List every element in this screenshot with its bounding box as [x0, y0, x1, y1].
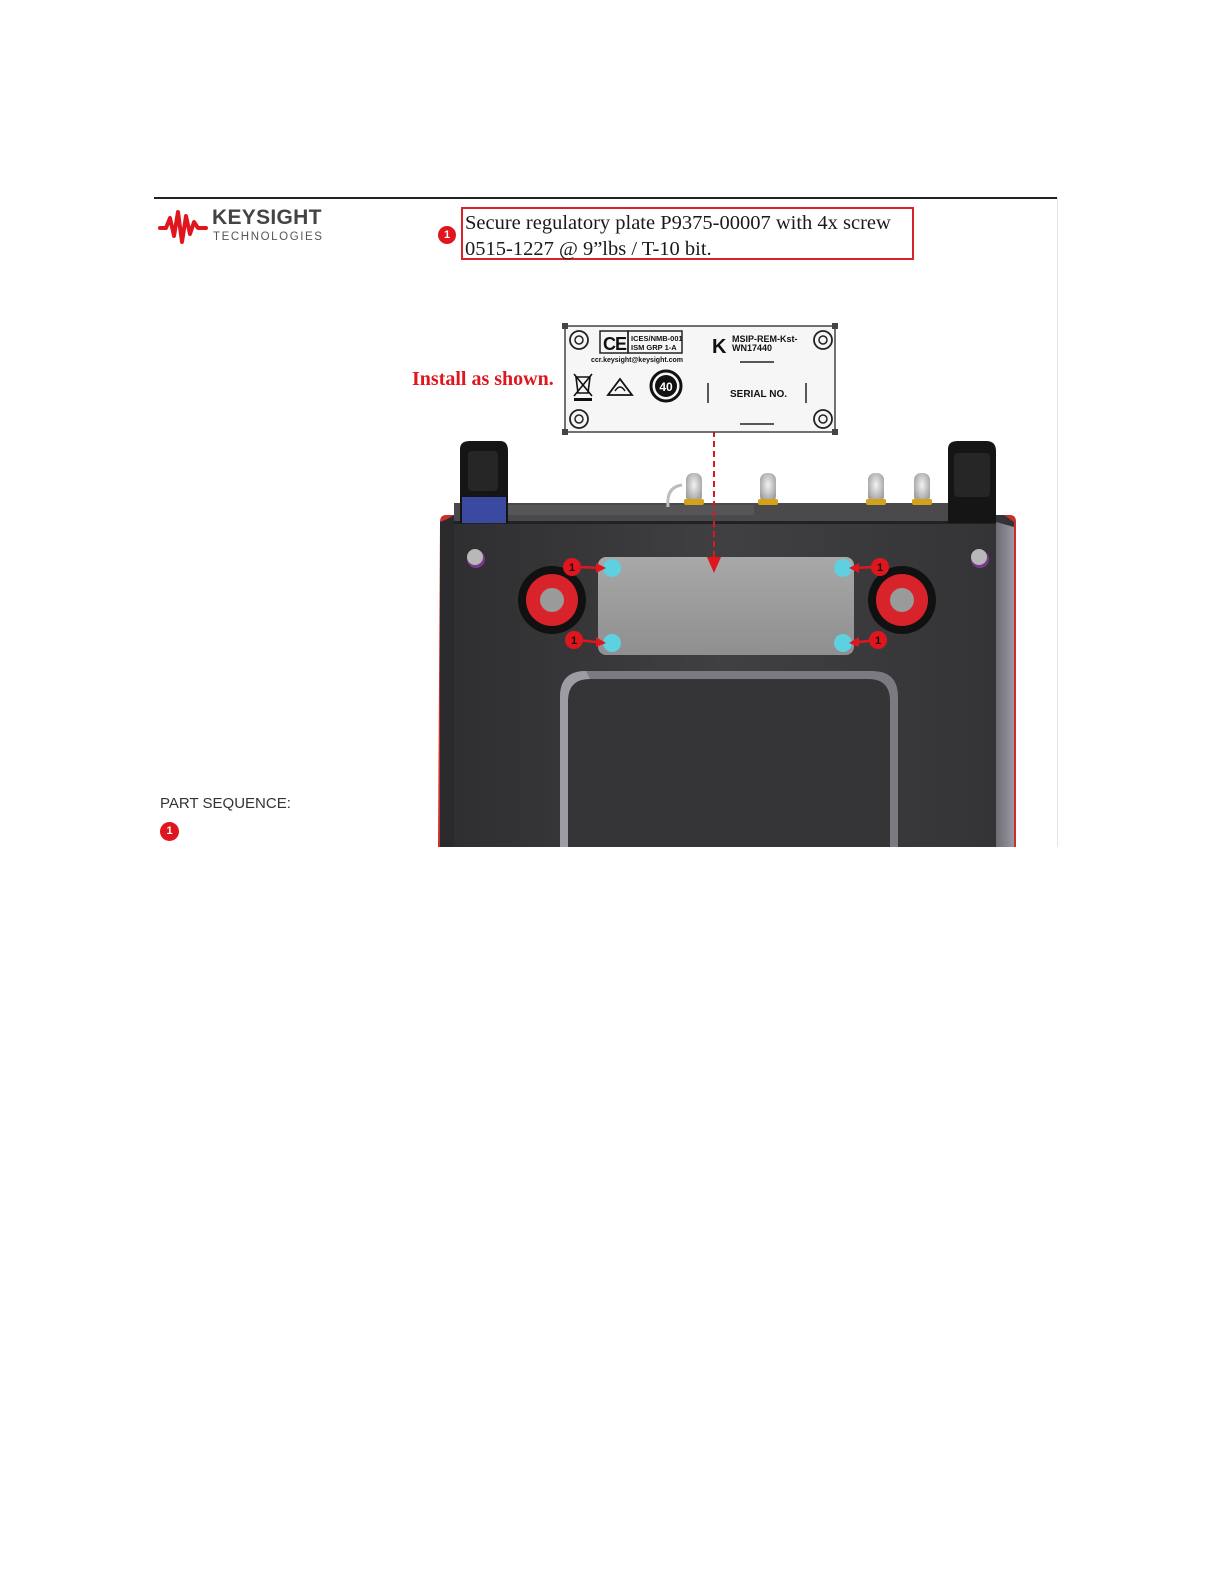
callout-number: 1: [568, 562, 576, 574]
plate-serial-label: SERIAL NO.: [730, 389, 788, 400]
right-bumper: [868, 566, 936, 634]
ce-mark-icon: E: [615, 334, 628, 354]
ce-mark-icon: C: [603, 334, 616, 354]
brand-sub: TECHNOLOGIES: [213, 231, 324, 243]
lower-panel: [560, 671, 898, 847]
callout-number: 1: [874, 635, 882, 647]
part-sequence-label: PART SEQUENCE:: [160, 795, 291, 812]
step-badge: 1: [438, 226, 456, 244]
top-connectors: [668, 473, 932, 507]
kc-mark-icon: K: [712, 336, 727, 358]
instruction-line-1: Secure regulatory plate P9375-00007 with 4x screw: [465, 212, 891, 234]
installed-plate: [598, 557, 854, 655]
install-note: Install as shown.: [412, 368, 554, 390]
plate-cert-line1: ICES/NMB-001: [631, 334, 683, 343]
plate-cert-line2: ISM GRP 1-A: [631, 343, 677, 352]
regulatory-plate: [562, 323, 838, 435]
plate-kc-line1: MSIP-REM-Kst-: [732, 334, 798, 344]
part-sequence-badge: 1: [160, 822, 179, 841]
page-frame: [154, 197, 1058, 847]
device-illustration: [154, 197, 1058, 847]
callout-number: 1: [570, 635, 578, 647]
plate-kc-line2: WN17440: [732, 343, 773, 353]
instruction-line-2: 0515-1227 @ 9”lbs / T-10 bit.: [465, 238, 712, 260]
callout-number: 1: [876, 562, 884, 574]
brand-name: KEYSIGHT: [212, 206, 322, 229]
plate-epup: 40: [659, 380, 673, 394]
right-handle: [948, 441, 996, 523]
left-bumper: [518, 566, 586, 634]
left-handle: [460, 441, 508, 523]
plate-email: ccr.keysight@keysight.com: [591, 357, 684, 364]
epup-40-icon: [651, 371, 681, 401]
